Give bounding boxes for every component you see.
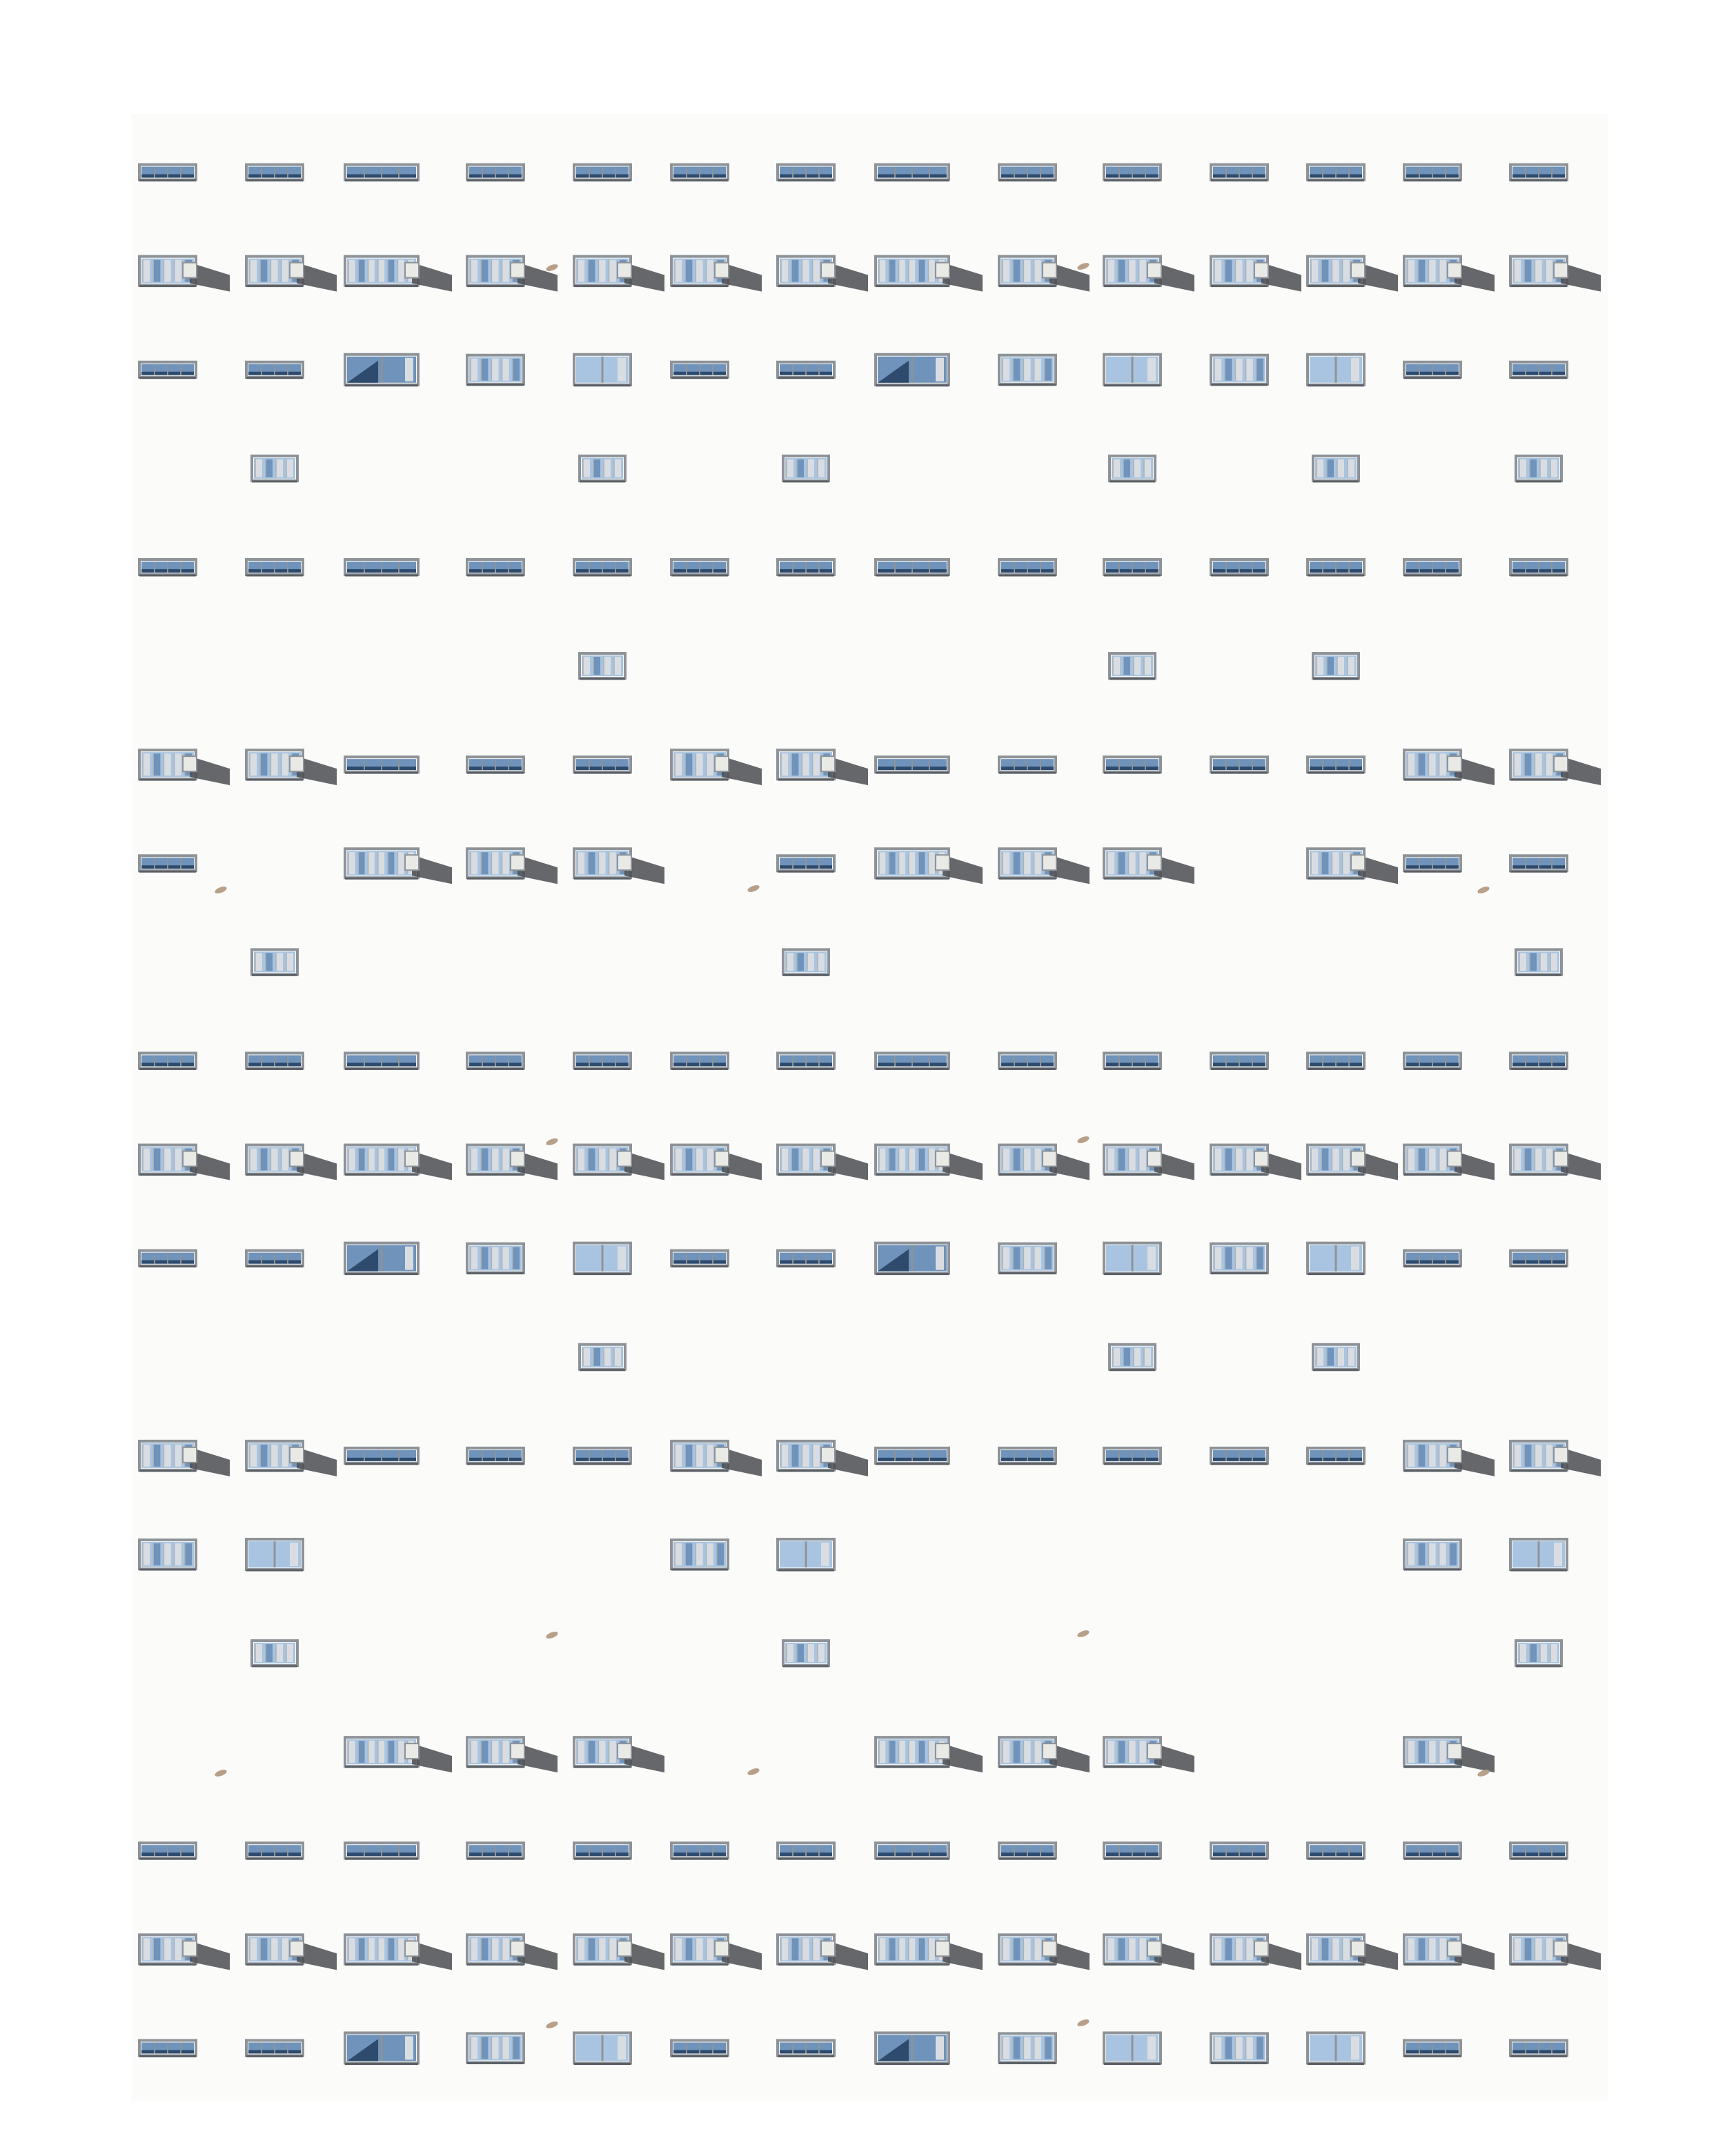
facade-window [580,653,625,679]
facade-window [1110,1345,1155,1370]
facade-window [1211,1244,1268,1274]
facade-window [1308,2033,1364,2064]
facade-window [778,1539,834,1570]
facade-window [252,1641,297,1666]
facade-window [580,1345,625,1370]
facade-window [574,1243,631,1274]
facade-window [1516,949,1561,975]
facade-window [467,355,524,385]
facade-window [1404,1540,1461,1570]
facade-window [999,1244,1056,1274]
facade-window [574,2033,631,2064]
facade-window [1516,456,1561,482]
facade-window [1313,653,1359,679]
facade-window [876,2033,949,2064]
facade-window [1516,1641,1561,1666]
facade-window [1308,1243,1364,1274]
facade-window [345,2033,418,2064]
facade-window [1211,355,1268,385]
facade-window [1510,1539,1567,1570]
facade-window [574,355,631,386]
facade-window [139,1540,196,1570]
facade-window [246,1539,303,1570]
facade-window [252,949,297,975]
facade-window [1211,2033,1268,2063]
facade-window [783,456,829,482]
facade-window [1104,2033,1161,2064]
facade-window [1110,456,1155,482]
facade-window [671,1540,728,1570]
facade-window [1104,1243,1161,1274]
facade-window [345,355,418,386]
facade-window [1110,653,1155,679]
facade-window [999,2033,1056,2063]
facade-window [252,456,297,482]
facade-window [1313,1345,1359,1370]
facade-window [580,456,625,482]
facade-window [1104,355,1161,386]
facade-window [876,355,949,386]
facade-window [345,1243,418,1274]
facade-window [1313,456,1359,482]
facade-window [467,1244,524,1274]
facade-window [876,1243,949,1274]
facade-window [467,2033,524,2063]
facade-window [1308,355,1364,386]
facade-window [783,949,829,975]
facade-wall [131,114,1608,2101]
facade-window [999,355,1056,385]
facade-window [783,1641,829,1666]
